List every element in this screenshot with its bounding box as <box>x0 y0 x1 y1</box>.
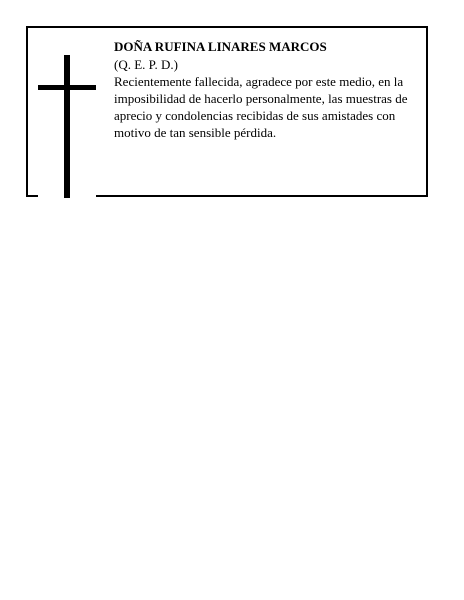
obituary-text-block <box>114 38 422 141</box>
frame-bottom-border-right <box>96 195 428 197</box>
latin-cross-icon <box>38 55 96 198</box>
rip-abbreviation: (Q. E. P. D.) <box>114 57 178 72</box>
acknowledgement-text: Recientemente fallecida, agradece por este medio, en la imposibilidad de hacerlo personalmente, las muestras de aprecio y condolencias recibidas de sus amistades con motivo de tan sensible pérdida. <box>114 74 408 140</box>
frame-right-border <box>426 26 428 197</box>
frame-top-border <box>26 26 428 28</box>
deceased-name: DOÑA RUFINA LINARES MARCOS <box>114 39 327 54</box>
frame-bottom-border-left <box>26 195 38 197</box>
cross-vertical-bar <box>64 55 70 198</box>
cross-horizontal-bar <box>38 85 96 90</box>
frame-left-border <box>26 26 28 197</box>
